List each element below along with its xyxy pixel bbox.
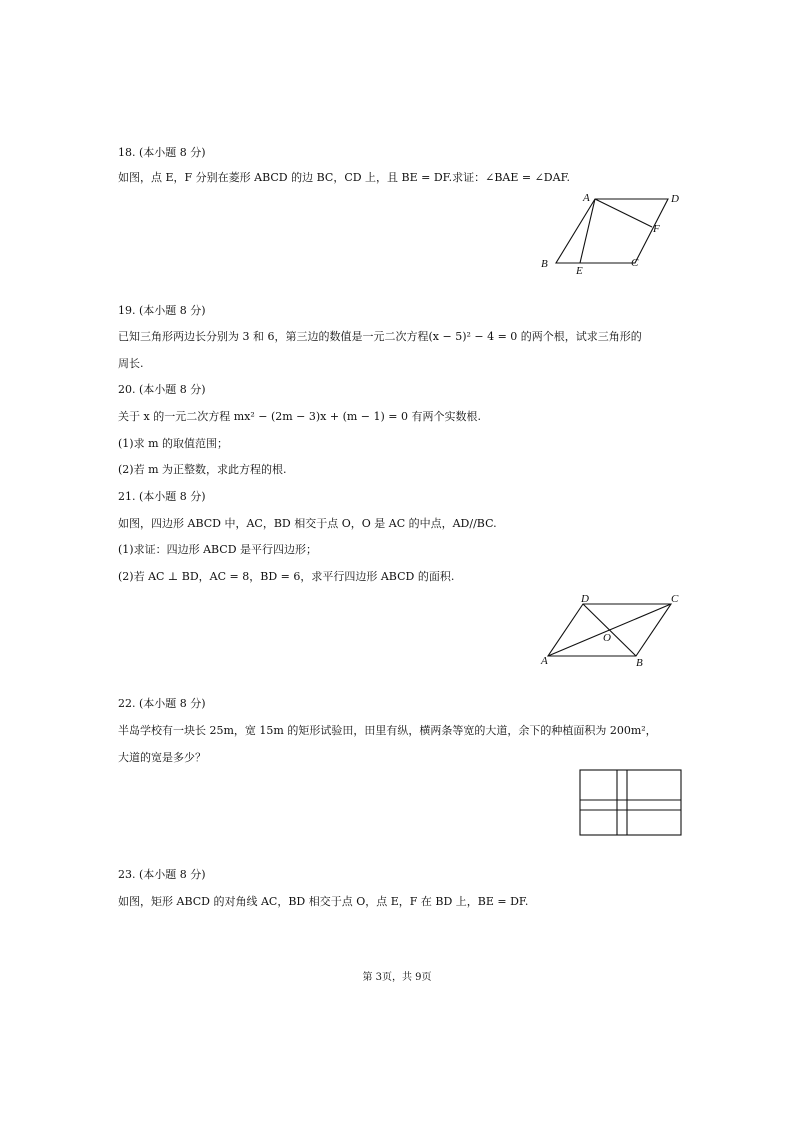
segment-ae (580, 199, 595, 263)
label-o: O (603, 632, 611, 644)
q21-part2: (2)若 AC ⊥ BD，AC = 8，BD = 6，求平行四边形 ABCD 的面积. (118, 570, 455, 583)
q21-part1: (1)求证：四边形 ABCD 是平行四边形； (118, 543, 318, 556)
label-d: D (581, 593, 589, 605)
label-b: B (636, 657, 643, 669)
label-e: E (576, 265, 583, 277)
q19-header: 19. (本小题 8 分) (118, 304, 206, 317)
q20-part2: (2)若 m 为正整数，求此方程的根. (118, 463, 287, 476)
q19-line2: 周长. (118, 357, 144, 370)
q22-line1: 半岛学校有一块长 25m，宽 15m 的矩形试验田，田里有纵，横两条等宽的大道，余下的种植面积为 200m²， (118, 724, 657, 737)
rhombus-figure (535, 188, 685, 278)
q23-header: 23. (本小题 8 分) (118, 868, 206, 881)
field-outline (580, 770, 681, 835)
label-a: A (583, 192, 590, 204)
label-c: C (631, 257, 639, 269)
q21-body: 如图，四边形 ABCD 中，AC，BD 相交于点 O，O 是 AC 的中点，AD//BC. (118, 517, 497, 530)
parallelogram-figure (535, 590, 690, 670)
label-d: D (671, 193, 679, 205)
segment-af (595, 199, 652, 227)
q19-line1: 已知三角形两边长分别为 3 和 6，第三边的数值是一元二次方程(x − 5)² − 4 = 0 的两个根，试求三角形的 (118, 330, 642, 343)
label-b: B (541, 258, 548, 270)
label-c: C (671, 593, 679, 605)
diagonal-bd (583, 604, 636, 656)
label-f: F (653, 223, 660, 235)
q21-header: 21. (本小题 8 分) (118, 490, 206, 503)
q20-header: 20. (本小题 8 分) (118, 383, 206, 396)
q18-body: 如图，点 E，F 分别在菱形 ABCD 的边 BC，CD 上，且 BE = DF.求证：∠BAE = ∠DAF. (118, 171, 570, 184)
label-a: A (541, 655, 548, 667)
q20-body: 关于 x 的一元二次方程 mx² − (2m − 3)x + (m − 1) = 0 有两个实数根. (118, 410, 482, 423)
field-figure (578, 768, 684, 838)
q20-part1: (1)求 m 的取值范围； (118, 437, 229, 450)
q22-header: 22. (本小题 8 分) (118, 697, 206, 710)
q18-header: 18. (本小题 8 分) (118, 146, 206, 159)
rhombus-outline (556, 199, 668, 263)
q23-body: 如图，矩形 ABCD 的对角线 AC，BD 相交于点 O，点 E，F 在 BD 上，BE = DF. (118, 895, 529, 908)
q22-line2: 大道的宽是多少？ (118, 751, 206, 764)
page-footer: 第 3页，共 9页 (362, 972, 432, 983)
